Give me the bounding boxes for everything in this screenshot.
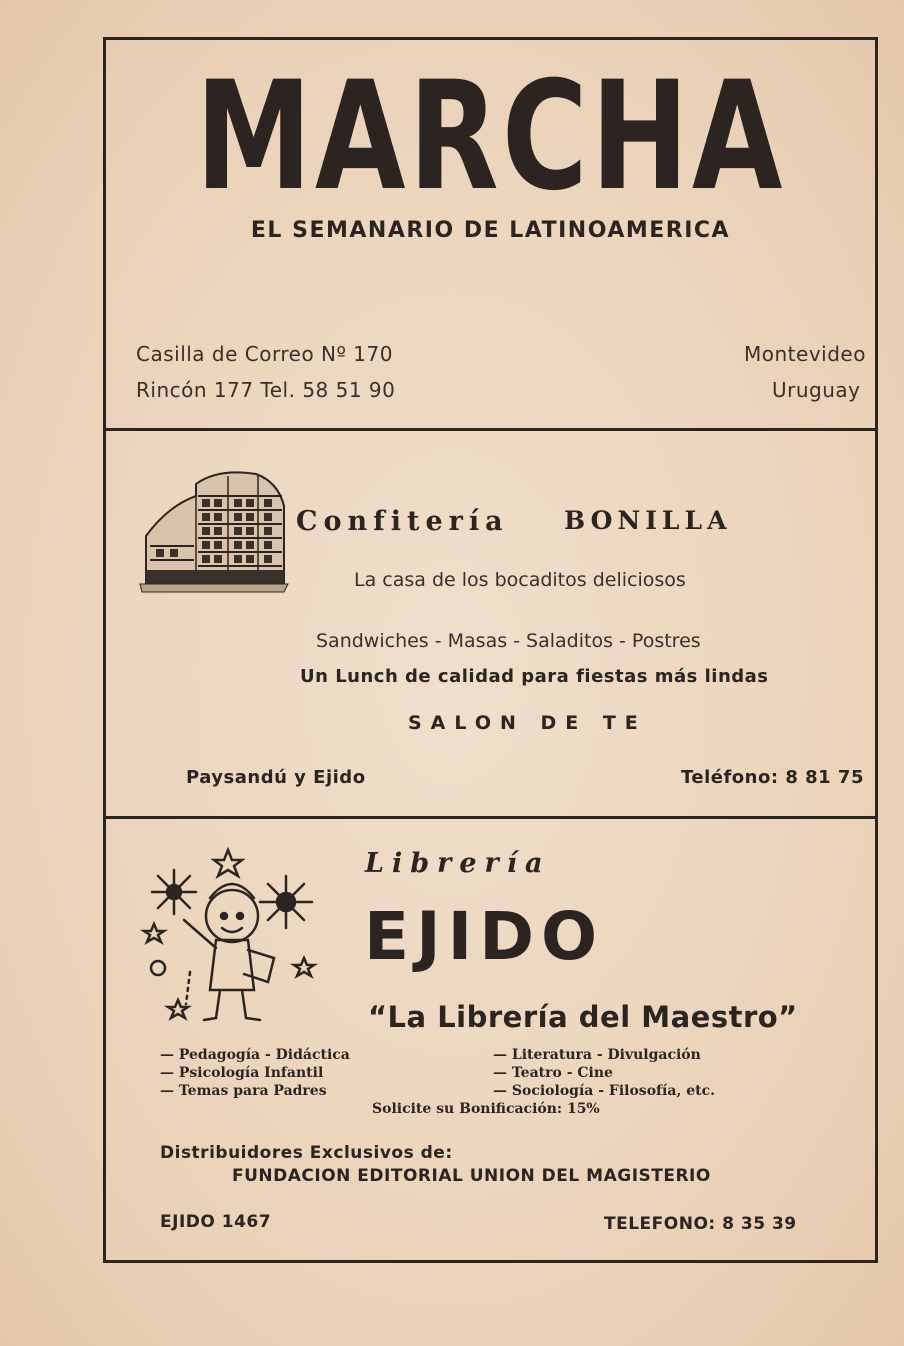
category-right-1: — Literatura - Divulgación [493,1047,701,1063]
confiteria-salon: SALON DE TE [408,712,647,734]
category-left-3: — Temas para Padres [160,1083,327,1099]
category-left-2: — Psicología Infantil [160,1065,324,1081]
confiteria-brand: BONILLA [564,506,732,535]
country: Uruguay [772,378,861,402]
confiteria-address: Paysandú y Ejido [186,767,366,788]
category-left-1: — Pedagogía - Didáctica [160,1047,350,1063]
confiteria-label: Confitería [296,506,509,537]
masthead-title: MARCHA [195,50,786,224]
libreria-motto: “La Librería del Maestro” [368,1000,798,1034]
libreria-phone: TELEFONO: 8 35 39 [604,1214,797,1234]
category-right-2: — Teatro - Cine [493,1065,613,1081]
distributors-label: Distribuidores Exclusivos de: [160,1143,453,1163]
libreria-label: Librería [365,848,551,879]
confiteria-products: Sandwiches - Masas - Saladitos - Postres [316,630,701,652]
distributor-name: FUNDACION EDITORIAL UNION DEL MAGISTERIO [232,1166,711,1186]
libreria-discount: Solicite su Bonificación: 15% [372,1101,600,1117]
libreria-name: EJIDO [364,898,605,975]
address-line-2: Rincón 177 Tel. 58 51 90 [136,378,396,402]
building-illustration [138,466,290,594]
city: Montevideo [744,342,866,366]
category-right-3: — Sociología - Filosofía, etc. [493,1083,715,1099]
divider-top [103,428,878,431]
libreria-address: EJIDO 1467 [160,1212,272,1232]
address-line-1: Casilla de Correo Nº 170 [136,342,393,366]
divider-bottom [103,816,878,819]
confiteria-lunch: Un Lunch de calidad para fiestas más lindas [300,666,769,687]
masthead-subtitle: EL SEMANARIO DE LATINOAMERICA [250,218,731,243]
confiteria-tagline: La casa de los bocaditos deliciosos [354,569,686,591]
child-with-books-illustration [134,840,324,1030]
confiteria-phone: Teléfono: 8 81 75 [681,767,864,788]
